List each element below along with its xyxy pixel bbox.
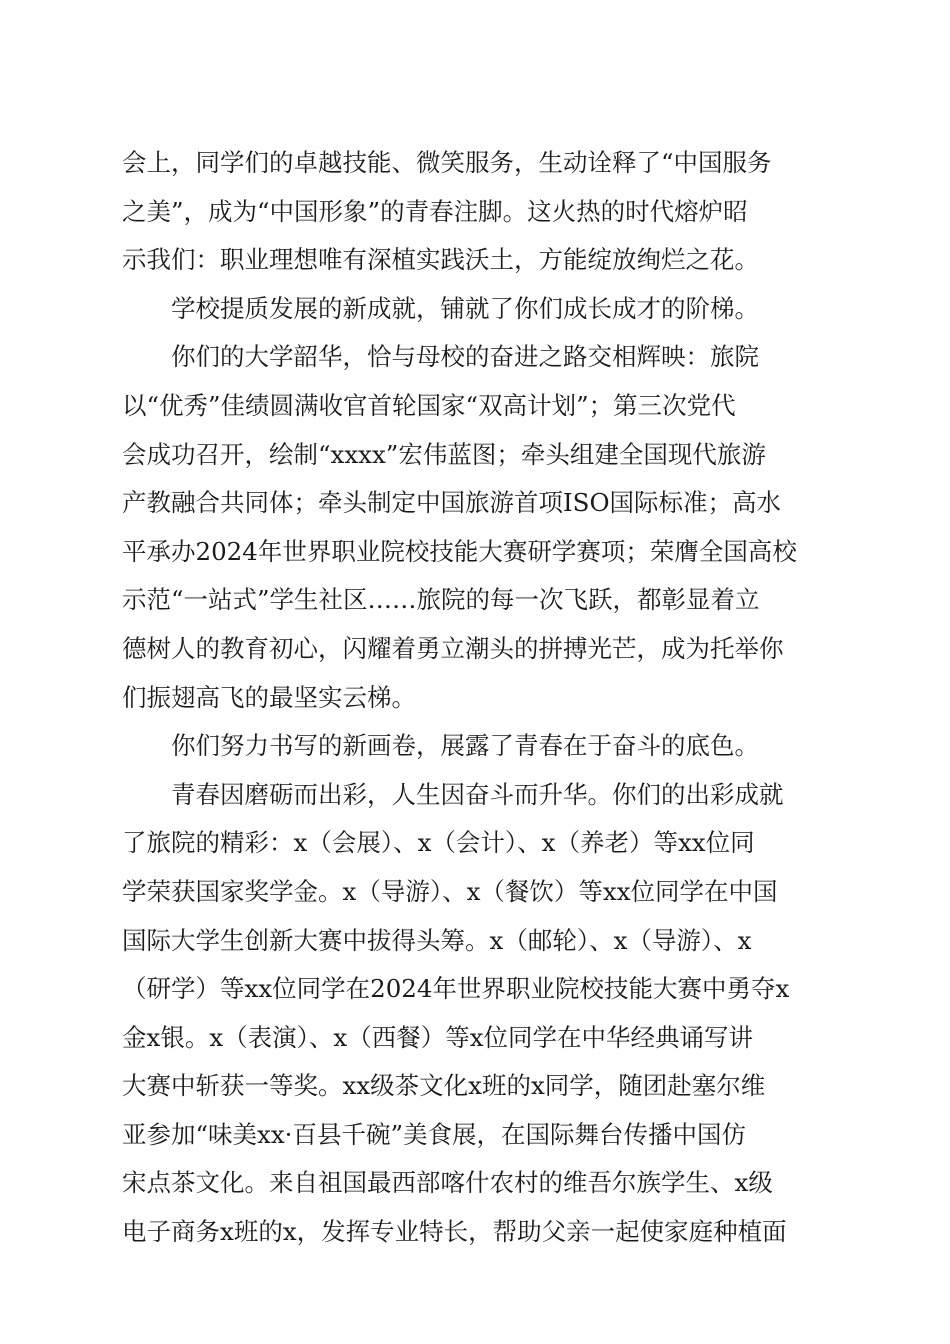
text-line: 会上，同学们的卓越技能、微笑服务，生动诠释了“中国服务 — [122, 148, 772, 177]
paragraph-heading-line: 学校提质发展的新成就，铺就了你们成长成才的阶梯。 — [171, 293, 759, 323]
text-line: 之美”，成为“中国形象”的青春注脚。这火热的时代熔炉昭 — [122, 196, 748, 226]
text-line: 德树人的教育初心，闪耀着勇立潮头的拼搏光芒，成为托举你 — [122, 633, 784, 663]
text-line: 示范“一站式”学生社区……旅院的每一次飞跃，都彰显着立 — [122, 585, 760, 615]
text-line: 国际大学生创新大赛中拔得头筹。x（邮轮）、x（导游）、x — [122, 925, 752, 955]
text-line: 你们的大学韶华，恰与母校的奋进之路交相辉映：旅院 — [171, 342, 759, 372]
text-line: 以“优秀”佳绩圆满收官首轮国家“双高计划”；第三次党代 — [122, 390, 736, 420]
text-line: 们振翅高飞的最坚实云梯。 — [122, 682, 416, 712]
paragraph-heading-line: 你们努力书写的新画卷，展露了青春在于奋斗的底色。 — [171, 731, 759, 761]
text-line: 金x银。x（表演）、x（西餐）等x位同学在中华经典诵写讲 — [122, 1022, 754, 1052]
text-line: 亚参加“味美xx·百县千碗”美食展，在国际舞台传播中国仿 — [122, 1119, 746, 1149]
text-line: 青春因磨砺而出彩，人生因奋斗而升华。你们的出彩成就 — [171, 779, 784, 809]
text-line: 学荣获国家奖学金。x（导游）、x（餐饮）等xx位同学在中国 — [122, 876, 778, 906]
text-line: 宋点茶文化。来自祖国最西部喀什农村的维吾尔族学生、x级 — [122, 1168, 773, 1198]
text-line: 示我们：职业理想唯有深植实践沃土，方能绽放绚烂之花。 — [122, 245, 759, 275]
text-line: 会成功召开，绘制“xxxx”宏伟蓝图；牵头组建全国现代旅游 — [122, 439, 766, 469]
text-line: 了旅院的精彩：x（会展）、x（会计）、x（养老）等xx位同 — [122, 828, 755, 858]
text-line: 产教融合共同体；牵头制定中国旅游首项ISO国际标准；高水 — [122, 488, 782, 518]
text-line: 平承办2024年世界职业院校技能大赛研学赛项；荣膺全国高校 — [122, 536, 797, 566]
text-line: 电子商务x班的x，发挥专业特长，帮助父亲一起使家庭种植面 — [122, 1217, 787, 1247]
text-line: 大赛中斩获一等奖。xx级茶文化x班的x同学，随团赴塞尔维 — [122, 1071, 766, 1101]
body-text — [122, 139, 828, 1257]
text-line: （研学）等xx位同学在2024年世界职业院校技能大赛中勇夺x — [122, 974, 790, 1004]
